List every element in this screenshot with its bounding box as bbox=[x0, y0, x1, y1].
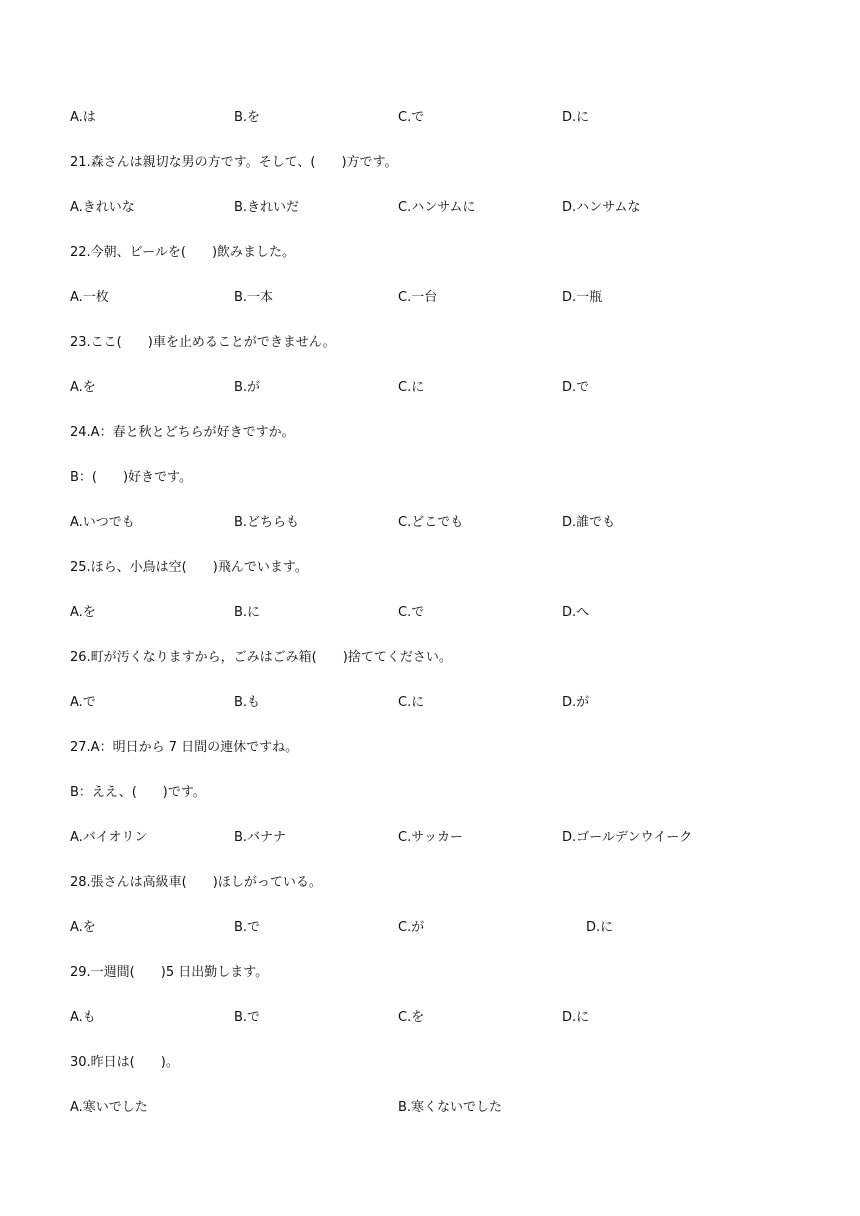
option-c: C.に bbox=[398, 695, 425, 710]
option-d: D.へ bbox=[562, 605, 590, 620]
question-25: 25.ほら、小鳥は空( )飛んでいます。 bbox=[70, 560, 308, 575]
question-24: 24.A：春と秋とどちらが好きですか。 bbox=[70, 425, 295, 440]
question-21: 21.森さんは親切な男の方です。そして、( )方です。 bbox=[70, 155, 398, 170]
question-24-reply: B：( )好きです。 bbox=[70, 470, 193, 485]
option-b: B.が bbox=[234, 380, 261, 395]
option-a: A.いつでも bbox=[70, 515, 135, 530]
option-c: C.サッカー bbox=[398, 830, 463, 845]
option-b: B.を bbox=[234, 110, 261, 125]
option-c: C.に bbox=[398, 380, 425, 395]
option-d: D.に bbox=[562, 110, 590, 125]
option-d: D.ハンサムな bbox=[562, 200, 641, 215]
question-29: 29.一週間( )5 日出勤します。 bbox=[70, 965, 269, 980]
option-d: D.誰でも bbox=[562, 515, 616, 530]
option-c: C.で bbox=[398, 110, 425, 125]
question-30: 30.昨日は( )。 bbox=[70, 1055, 179, 1070]
option-c: C.どこでも bbox=[398, 515, 464, 530]
option-d: D.ゴールデンウイーク bbox=[562, 830, 693, 845]
option-b: B.きれいだ bbox=[234, 200, 300, 215]
option-d: D.で bbox=[562, 380, 590, 395]
option-b: B.バナナ bbox=[234, 830, 287, 845]
option-c: C.が bbox=[398, 920, 425, 935]
option-b: B.で bbox=[234, 920, 261, 935]
option-b: B.に bbox=[234, 605, 261, 620]
option-b: B.で bbox=[234, 1010, 261, 1025]
option-a: A.バイオリン bbox=[70, 830, 148, 845]
option-a: A.で bbox=[70, 695, 96, 710]
option-b: B.も bbox=[234, 695, 261, 710]
option-b: B.寒くないでした bbox=[398, 1100, 503, 1115]
option-d: D.に bbox=[586, 920, 614, 935]
question-26: 26.町が汚くなりますから，ごみはごみ箱( )捨ててください。 bbox=[70, 650, 452, 665]
option-a: A.きれいな bbox=[70, 200, 135, 215]
option-c: C.ハンサムに bbox=[398, 200, 476, 215]
option-a: A.一枚 bbox=[70, 290, 109, 305]
question-23: 23.ここ( )車を止めることができません。 bbox=[70, 335, 336, 350]
question-28: 28.張さんは高級車( )ほしがっている。 bbox=[70, 875, 322, 890]
option-c: C.を bbox=[398, 1010, 425, 1025]
option-a: A.は bbox=[70, 110, 96, 125]
option-d: D.に bbox=[562, 1010, 590, 1025]
question-27-reply: B：ええ、( )です。 bbox=[70, 785, 206, 800]
question-22: 22.今朝、ビールを( )飲みました。 bbox=[70, 245, 296, 260]
option-d: D.が bbox=[562, 695, 590, 710]
option-d: D.一瓶 bbox=[562, 290, 603, 305]
question-27: 27.A：明日から 7 日間の連休ですね。 bbox=[70, 740, 299, 755]
option-a: A.寒いでした bbox=[70, 1100, 148, 1115]
option-b: B.一本 bbox=[234, 290, 274, 305]
option-c: C.一台 bbox=[398, 290, 438, 305]
option-b: B.どちらも bbox=[234, 515, 300, 530]
option-a: A.を bbox=[70, 605, 96, 620]
option-a: A.を bbox=[70, 380, 96, 395]
option-c: C.で bbox=[398, 605, 425, 620]
option-a: A.を bbox=[70, 920, 96, 935]
option-a: A.も bbox=[70, 1010, 96, 1025]
